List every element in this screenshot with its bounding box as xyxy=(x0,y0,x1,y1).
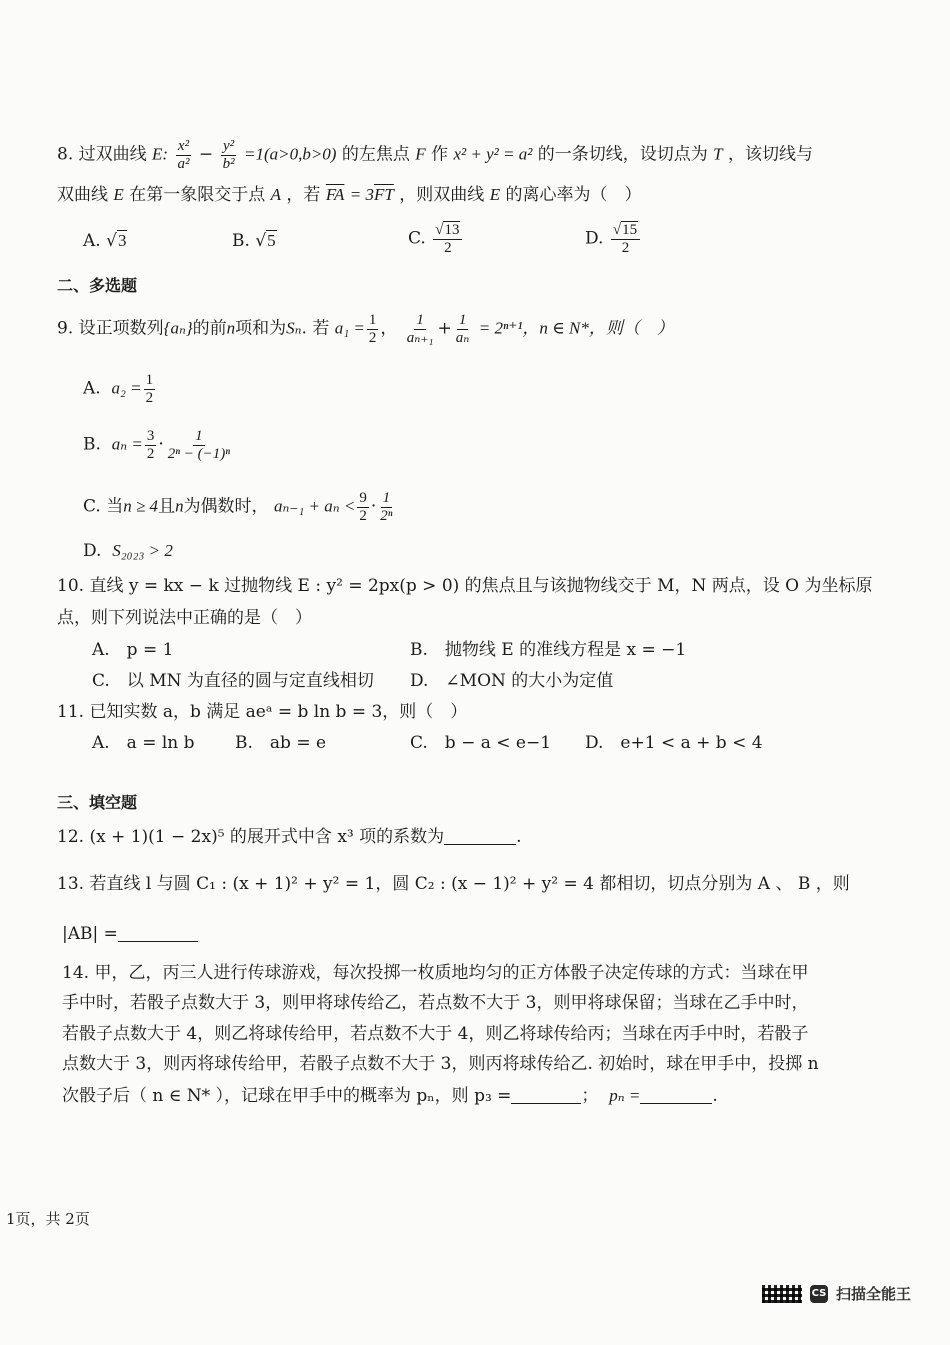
fraction: $\frac{\text{x²}}{\text{a²}}$ xyxy=(177,138,190,172)
q12-line: 12. (x + 1)(1 − 2x)⁵ 的展开式中含 x³ 项的系数为 . xyxy=(57,827,522,847)
answer-blank-pn[interactable] xyxy=(640,1103,712,1104)
fraction: $\frac{\text{y²}}{\text{b²}}$ xyxy=(222,138,235,172)
q10-line1: 10. 直线 y = kx − k 过抛物线 E : y² = 2px(p > 0) 的焦点且与该抛物线交于 M，N 两点，设 O 为坐标原 xyxy=(57,576,873,596)
answer-blank-p3[interactable] xyxy=(511,1103,581,1104)
section-title-fill-in: 三、填空题 xyxy=(57,793,138,812)
q8-option-c: C. $\frac{√13}{2}$ xyxy=(408,222,464,256)
q11-line1: 11. 已知实数 a，b 满足 aeᵃ = b ln b = 3，则（ ） xyxy=(57,702,468,722)
q8-option-a: A. √3 xyxy=(83,231,127,251)
q13-line1: 13. 若直线 l 与圆 C₁ : (x + 1)² + y² = 1，圆 C₂ : (x − 1)² + y² = 4 都相切，切点分别为 A 、 B ，则 xyxy=(57,874,850,894)
q13-line2: |AB| = xyxy=(62,926,198,943)
q14-line5: 次骰子后（ n ∈ N* ），记球在甲手中的概率为 pₙ，则 p₃ = ； pₙ = . xyxy=(62,1086,718,1106)
q8-option-b: B. √5 xyxy=(232,231,276,251)
q14-line2: 手中时，若骰子点数大于 3，则甲将球传给乙，若点数不大于 3，则甲将球保留；当球在乙手中时， xyxy=(62,993,809,1013)
q10-line2: 点，则下列说法中正确的是（ ） xyxy=(57,608,312,628)
q9-option-d: D. S₂₀₂₃ > 2 xyxy=(83,541,173,561)
cs-logo-icon: CS xyxy=(810,1285,828,1303)
q8-number: 8. xyxy=(57,144,74,165)
q14-line4: 点数大于 3，则丙将球传给甲，若骰子点数不大于 3，则丙将球传给乙. 初始时，球在甲手中，投掷 n xyxy=(62,1054,819,1074)
scanner-app-name: 扫描全能王 xyxy=(836,1285,912,1303)
q10-option-d: D. ∠MON 的大小为定值 xyxy=(410,671,614,691)
q9-option-a: A. a₂ = $\frac{1}{2}$ xyxy=(83,372,154,406)
section-title-multiple-choice: 二、多选题 xyxy=(57,276,138,295)
q10-option-b: B. 抛物线 E 的准线方程是 x = −1 xyxy=(410,640,687,660)
q14-line3: 若骰子点数大于 4，则乙将球传给甲，若点数不大于 4，则乙将球传给丙；当球在丙手中时，若骰子 xyxy=(62,1024,809,1044)
scanner-watermark xyxy=(762,1283,911,1304)
q11-option-c: C. b − a < e−1 xyxy=(410,733,552,753)
q11-option-b: B. ab = e xyxy=(235,733,327,753)
q10-option-a: A. p = 1 xyxy=(92,640,174,660)
q14-line1: 14. 甲，乙，丙三人进行传球游戏，每次投掷一枚质地均匀的正方体骰子决定传球的方式：当球在甲 xyxy=(62,963,809,983)
q11-option-a: A. a = ln b xyxy=(92,733,195,753)
q8-option-d: D. $\frac{√15}{2}$ xyxy=(585,222,642,256)
q11-option-d: D. e+1 < a + b < 4 xyxy=(585,733,763,753)
q10-option-c: C. 以 MN 为直径的圆与定直线相切 xyxy=(92,671,374,691)
qr-code-icon xyxy=(762,1285,802,1303)
q8-line2: 双曲线 E 在第一象限交于点 A ，若 $\overline{FA} = 3\overline{FT}$ ，则双曲线 E 的离心率为（ ） xyxy=(57,185,642,205)
page-footer: 1页，共 2页 xyxy=(6,1210,90,1228)
q8-line1: 8. 过双曲线 E: $\frac{\text{x²}}{\text{a²}}$ − $\frac{\text{y²}}{\text{b²}}$ =1(a>0,b>0) 的左焦点 F 作 x² + y² = a² 的一条切线，设切点为 T ，该切线与 xyxy=(57,138,813,172)
q9-line1: 9. 设正项数列{aₙ}的前n项和为Sₙ. 若 a₁ = $\frac{1}{2}$ ， $\frac{1}{\text{aₙ₊₁}}$ + $\frac{1}{\text{aₙ}}$ = 2ⁿ⁺¹，n ∈ N*，则（ ） xyxy=(57,312,674,346)
answer-blank[interactable] xyxy=(118,941,198,942)
answer-blank[interactable] xyxy=(444,844,516,845)
q9-option-c: C. 当n ≥ 4且n为偶数时， aₙ₋₁ + aₙ < $\frac{9}{2}$ · $\frac{1}{\text{2ⁿ}}$ xyxy=(83,490,393,524)
q9-option-b: B. aₙ = $\frac{3}{2}$ · $\frac{1}{\text{2ⁿ − (−1)ⁿ}}$ xyxy=(83,428,230,462)
